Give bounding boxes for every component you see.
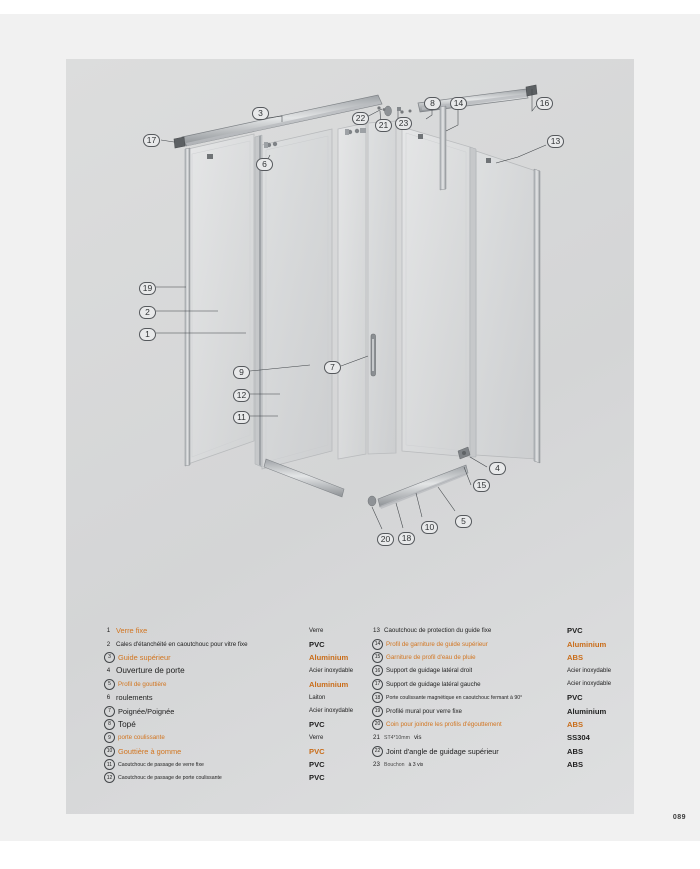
- callout-15[interactable]: 15: [473, 479, 490, 492]
- legend-label: Coin pour joindre les profils d'égouttement: [386, 720, 502, 728]
- page-background-panel: [0, 14, 700, 841]
- legend-row: [372, 664, 562, 677]
- legend-material: PVC: [309, 746, 325, 756]
- callout-18[interactable]: 18: [398, 532, 415, 545]
- legend-right-materials: [567, 624, 627, 771]
- legend-material: PVC: [309, 719, 325, 729]
- legend-label: Joint d'angle de guidage supérieur: [386, 746, 499, 756]
- legend-number: 23: [373, 761, 380, 769]
- legend-label: à 3 vis: [408, 761, 424, 768]
- legend-number: 2: [106, 640, 111, 648]
- legend-row: [372, 745, 562, 758]
- callout-9[interactable]: 9: [233, 366, 250, 379]
- legend-material: Aluminium: [309, 679, 349, 689]
- legend-number: 20: [372, 719, 383, 730]
- legend-label: porte coulissante: [118, 734, 165, 742]
- legend-number: 19: [372, 706, 383, 717]
- callout-12[interactable]: 12: [233, 389, 250, 402]
- legend-row: [372, 651, 562, 664]
- callout-17[interactable]: 17: [143, 134, 160, 147]
- page-number: 089: [672, 814, 686, 821]
- legend-row: [104, 637, 304, 650]
- legend-material: ABS: [567, 746, 584, 756]
- legend-label: Caoutchouc de passage de verre fixe: [118, 761, 204, 768]
- legend-row: [372, 758, 562, 771]
- legend-material: Acier inoxydable: [309, 667, 354, 674]
- legend-number: 16: [372, 665, 383, 676]
- legend-label: Ouverture de porte: [116, 666, 185, 676]
- legend-row: [372, 691, 562, 704]
- legend-extra: Bouchon: [384, 761, 405, 768]
- legend-row: [372, 731, 562, 744]
- legend-right-column: [372, 624, 562, 771]
- legend-number: 4: [106, 667, 111, 675]
- legend-label: Profil de gouttière: [118, 680, 167, 688]
- parts-legend: [104, 624, 612, 824]
- callout-13[interactable]: 13: [547, 135, 564, 148]
- legend-material: Aluminium: [567, 706, 607, 716]
- callout-16[interactable]: 16: [536, 97, 553, 110]
- legend-row: [372, 704, 562, 717]
- legend-label: Garniture de profil d'eau de pluie: [386, 653, 476, 661]
- legend-material: Aluminium: [567, 639, 607, 649]
- legend-row: [104, 718, 304, 731]
- legend-label: Verre fixe: [116, 626, 148, 636]
- legend-label: Topé: [118, 719, 136, 729]
- legend-label: Support de guidage latéral droit: [386, 667, 473, 675]
- legend-label: Porte coulissante magnétique en caoutchouc fermant à 90°: [386, 694, 523, 701]
- legend-row: [372, 624, 562, 637]
- legend-material: Verre: [309, 734, 324, 741]
- legend-label: Guide supérieur: [118, 652, 171, 662]
- legend-number: 10: [104, 746, 115, 757]
- legend-material: PVC: [309, 760, 325, 770]
- legend-label: Support de guidage latéral gauche: [386, 680, 481, 688]
- legend-number: 8: [104, 719, 115, 730]
- callout-3[interactable]: 3: [252, 107, 269, 120]
- legend-number: 22: [372, 746, 383, 757]
- legend-material: PVC: [309, 773, 325, 783]
- legend-label: Cales d'étanchéité en caoutchouc pour vitre fixe: [116, 640, 248, 648]
- legend-number: 5: [104, 679, 115, 690]
- legend-label: Profil de garniture de guide supérieur: [386, 640, 488, 648]
- legend-material: PVC: [567, 693, 583, 703]
- legend-row: [104, 745, 304, 758]
- legend-number: 13: [373, 627, 380, 635]
- legend-row: [104, 624, 304, 637]
- callout-6[interactable]: 6: [256, 158, 273, 171]
- legend-row: [104, 678, 304, 691]
- callout-21[interactable]: 21: [375, 119, 392, 132]
- callout-4[interactable]: 4: [489, 462, 506, 475]
- legend-number: 3: [104, 652, 115, 663]
- legend-row: [372, 718, 562, 731]
- callout-5[interactable]: 5: [455, 515, 472, 528]
- legend-number: 15: [372, 652, 383, 663]
- legend-label: roulements: [116, 693, 153, 703]
- legend-row: [104, 664, 304, 677]
- legend-label: Profilé mural pour verre fixe: [386, 707, 462, 715]
- legend-material: Laiton: [309, 694, 326, 701]
- legend-row: [104, 771, 304, 784]
- callout-2[interactable]: 2: [139, 306, 156, 319]
- callout-19[interactable]: 19: [139, 282, 156, 295]
- legend-number: 12: [104, 772, 115, 783]
- legend-row: [104, 731, 304, 744]
- callout-22[interactable]: 22: [352, 112, 369, 125]
- callout-23[interactable]: 23: [395, 117, 412, 130]
- callout-1[interactable]: 1: [139, 328, 156, 341]
- legend-extra: ST4*10mm: [384, 734, 410, 741]
- legend-label: Gouttière à gomme: [118, 746, 182, 756]
- legend-material: Acier inoxydable: [309, 708, 354, 715]
- legend-left-column: [104, 624, 304, 785]
- legend-number: 9: [104, 732, 115, 743]
- legend-material: ABS: [567, 652, 584, 662]
- legend-row: [372, 678, 562, 691]
- callout-8[interactable]: 8: [424, 97, 441, 110]
- legend-number: 18: [372, 692, 383, 703]
- legend-number: 17: [372, 679, 383, 690]
- legend-left-materials: [309, 624, 369, 785]
- legend-material: Acier inoxydable: [567, 681, 612, 688]
- callout-14[interactable]: 14: [450, 97, 467, 110]
- legend-number: 21: [373, 734, 380, 742]
- legend-material: SS304: [567, 733, 590, 743]
- legend-row: [104, 704, 304, 717]
- illustration-canvas: [66, 59, 634, 814]
- legend-material: Aluminium: [309, 652, 349, 662]
- callout-10[interactable]: 10: [421, 521, 438, 534]
- legend-label: Caoutchouc de protection du guide fixe: [384, 627, 492, 635]
- legend-material: PVC: [309, 639, 325, 649]
- legend-number: 7: [104, 706, 115, 717]
- legend-number: 1: [106, 627, 111, 635]
- legend-number: 14: [372, 639, 383, 650]
- callout-7[interactable]: 7: [324, 361, 341, 374]
- legend-row: [104, 691, 304, 704]
- legend-material: ABS: [567, 719, 584, 729]
- legend-label: Poignée/Poignée: [118, 706, 175, 716]
- legend-row: [104, 758, 304, 771]
- legend-label: Caoutchouc de passage de porte coulissante: [118, 774, 222, 781]
- legend-row: [104, 651, 304, 664]
- legend-number: 11: [104, 759, 115, 770]
- legend-material: ABS: [567, 760, 584, 770]
- legend-number: 6: [106, 694, 111, 702]
- callout-11[interactable]: 11: [233, 411, 250, 424]
- legend-material: Acier inoxydable: [567, 667, 612, 674]
- callout-20[interactable]: 20: [377, 533, 394, 546]
- legend-material: PVC: [567, 626, 583, 636]
- legend-material: Verre: [309, 627, 324, 634]
- legend-label: vis: [413, 734, 422, 742]
- legend-row: [372, 637, 562, 650]
